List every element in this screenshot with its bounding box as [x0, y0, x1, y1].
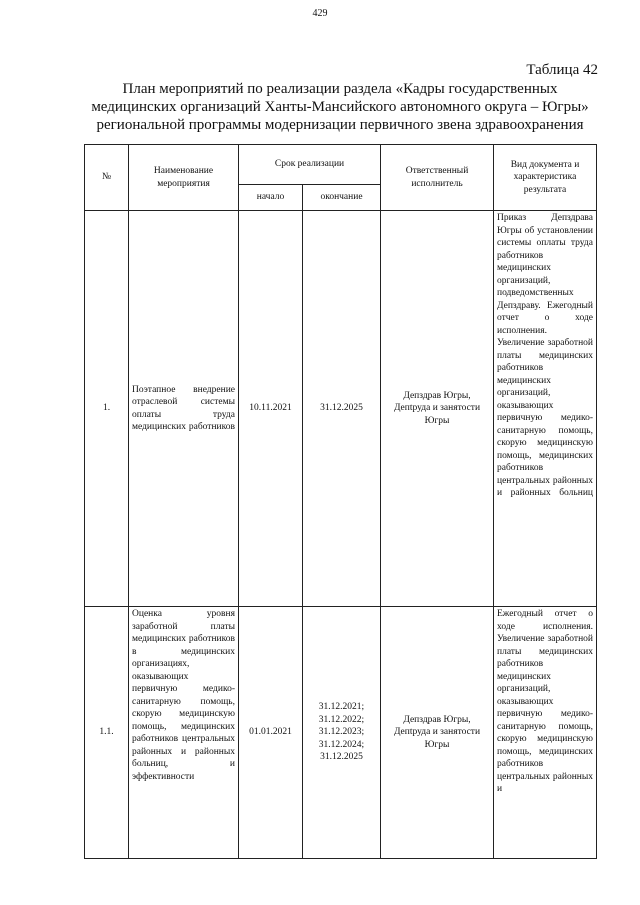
row-result: Приказ Депздрава Югры об установлении системы оплаты труда работников медицинских организаций, подведомственных Депздраву. Ежегодный отчет о ходе исполнения. Увеличение заработной платы медицинских работников медицинских организаций, оказывающих первичную медико-санитарную помощь, скорую медицинскую помощь, медицинских работников центральных районных и районных больниц [494, 211, 597, 607]
header-start: начало [239, 185, 303, 211]
measures-table [84, 144, 597, 859]
header-executor: Ответственный исполнитель [381, 145, 494, 211]
document-title [60, 80, 620, 134]
header-period: Срок реализации [239, 145, 381, 185]
header-result: Вид документа и характеристика результата [494, 145, 597, 211]
row-num: 1. [85, 211, 129, 607]
table-row [85, 211, 597, 607]
row-end: 31.12.2021; 31.12.2022; 31.12.2023; 31.12.2024; 31.12.2025 [303, 607, 381, 859]
page-number: 429 [312, 8, 328, 19]
table-label: Таблица 42 [526, 62, 598, 78]
row-name: Оценка уровня заработной платы медицинских работников в медицинских организациях, оказывающих первичную медико-санитарную помощь, скорую медицинскую помощь, медицинских работников центральных районных и районных больниц, и эффективности [129, 607, 239, 859]
row-start: 10.11.2021 [239, 211, 303, 607]
row-name: Поэтапное внедрение отраслевой системы оплаты труда медицинских работников [129, 211, 239, 607]
header-end: окончание [303, 185, 381, 211]
title-line: региональной программы модернизации первичного звена здравоохранения [96, 117, 584, 133]
title-line: медицинских организаций Ханты-Мансийского автономного округа – Югры» [91, 99, 589, 115]
row-executor: Депздрав Югры, Депtруда и занятости Югры [381, 211, 494, 607]
row-result: Ежегодный отчет о ходе исполнения. Увеличение заработной платы медицинских работников медицинских организаций, оказывающих первичную медико-санитарную помощь, скорую медицинскую помощь, медицинских работников центральных районных и [494, 607, 597, 859]
title-line: План мероприятий по реализации раздела «Кадры государственных [122, 81, 558, 97]
row-start: 01.01.2021 [239, 607, 303, 859]
table-header-row [85, 145, 597, 185]
table-row [85, 607, 597, 859]
row-end: 31.12.2025 [303, 211, 381, 607]
header-num: № [85, 145, 129, 211]
row-num: 1.1. [85, 607, 129, 859]
header-name: Наименование мероприятия [129, 145, 239, 211]
row-executor: Депздрав Югры, Депtруда и занятости Югры [381, 607, 494, 859]
